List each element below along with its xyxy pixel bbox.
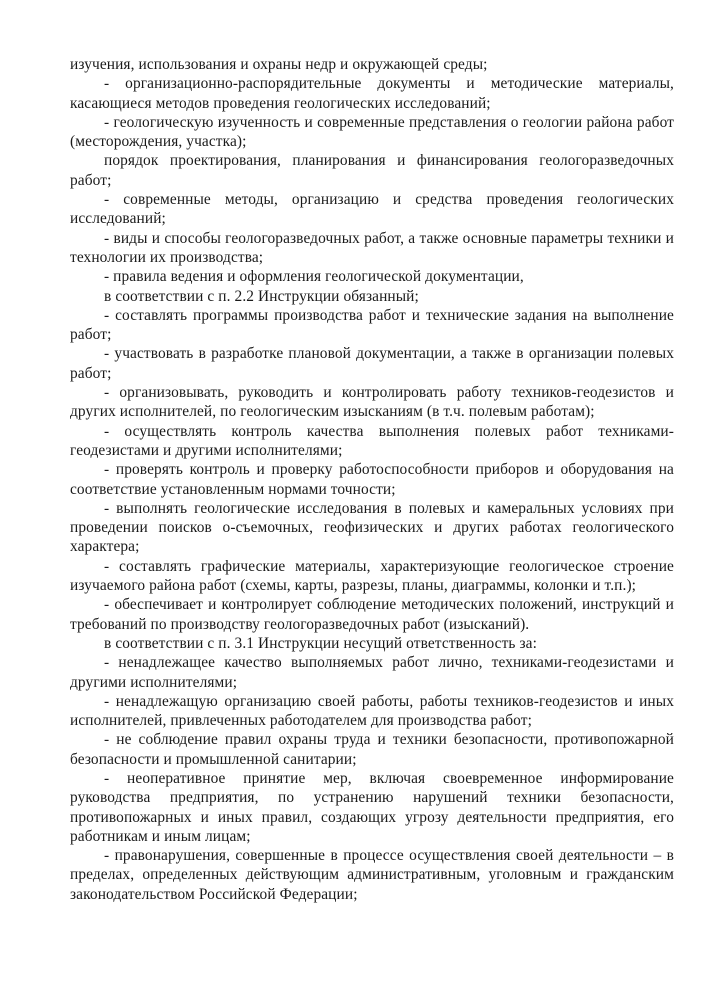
paragraph-1: изучения, использования и охраны недр и окружающей среды; — [70, 56, 488, 73]
list-item-15: - ненадлежащее качество выполняемых работ лично, техниками-геодезистами и другими исполнителями; — [70, 654, 674, 691]
list-item-12: - выполнять геологические исследования в полевых и камеральных условиях при проведении поисков о-съемочных, геофизических и других работах геологического характера; — [70, 499, 674, 556]
list-item-2: - геологическую изученность и современные представления о геологии района работ (месторождения, участка); — [70, 113, 674, 151]
list-item-13: - составлять графические материалы, характеризующие геологическое строение изучаемого района работ (схемы, карты, разрезы, планы, диаграммы, колонки и т.п.); — [70, 557, 674, 595]
list-item-5: - виды и способы геологоразведочных работ, а также основные параметры техники и технологии их производства; — [70, 229, 674, 266]
section-intro-duties: в соответствии с п. 2.2 Инструкции обязанный; — [104, 287, 419, 305]
document-page — [70, 55, 674, 904]
list-item-9: - организовывать, руководить и контролировать работу техников-геодезистов и других исполнителей, по геологическим изысканиям (в т.ч. полевым работам); — [70, 384, 674, 421]
list-item-17: - не соблюдение правил охраны труда и техники безопасности, противопожарной безопасности и промышленной санитарии; — [70, 731, 674, 768]
list-item-6: - правила ведения и оформления геологической документации, — [104, 268, 524, 286]
section-intro-responsibility: в соответствии с п. 3.1 Инструкции несущий ответственность за: — [104, 634, 537, 652]
list-item-19: - правонарушения, совершенные в процессе осуществления своей деятельности – в пределах, определенных действующим административным, уголовным и гражданским законодательством Российской Федерации; — [70, 847, 674, 903]
list-item-4: - современные методы, организацию и средства проведения геологических исследований; — [70, 191, 674, 228]
list-item-3: порядок проектирования, планирования и финансирования геологоразведочных работ; — [70, 152, 674, 189]
list-item-1: - организационно-распорядительные документы и методические материалы, касающиеся методов проведения геологических исследований; — [70, 75, 674, 112]
list-item-16: - ненадлежащую организацию своей работы, работы техников-геодезистов и иных исполнителей, привлеченных работодателем для производства работ; — [70, 692, 674, 730]
list-item-10: - осуществлять контроль качества выполнения полевых работ техниками-геодезистами и другими исполнителями; — [70, 422, 674, 459]
list-item-18: - неоперативное принятие мер, включая своевременное информирование руководства предприятия, по устранению нарушений техники безопасности, противопожарных и иных правил, создающих угрозу деятельности предприятия, его работникам и иным лицам; — [70, 769, 674, 845]
list-item-8: - участвовать в разработке плановой документации, а также в организации полевых работ; — [70, 345, 674, 382]
list-item-7: - составлять программы производства работ и технические задания на выполнение работ; — [70, 306, 674, 344]
list-item-14: - обеспечивает и контролирует соблюдение методических положений, инструкций и требований по производству геологоразведочных работ (изысканий). — [70, 596, 674, 633]
list-item-11: - проверять контроль и проверку работоспособности приборов и оборудования на соответствие установленным нормами точности; — [70, 461, 674, 498]
